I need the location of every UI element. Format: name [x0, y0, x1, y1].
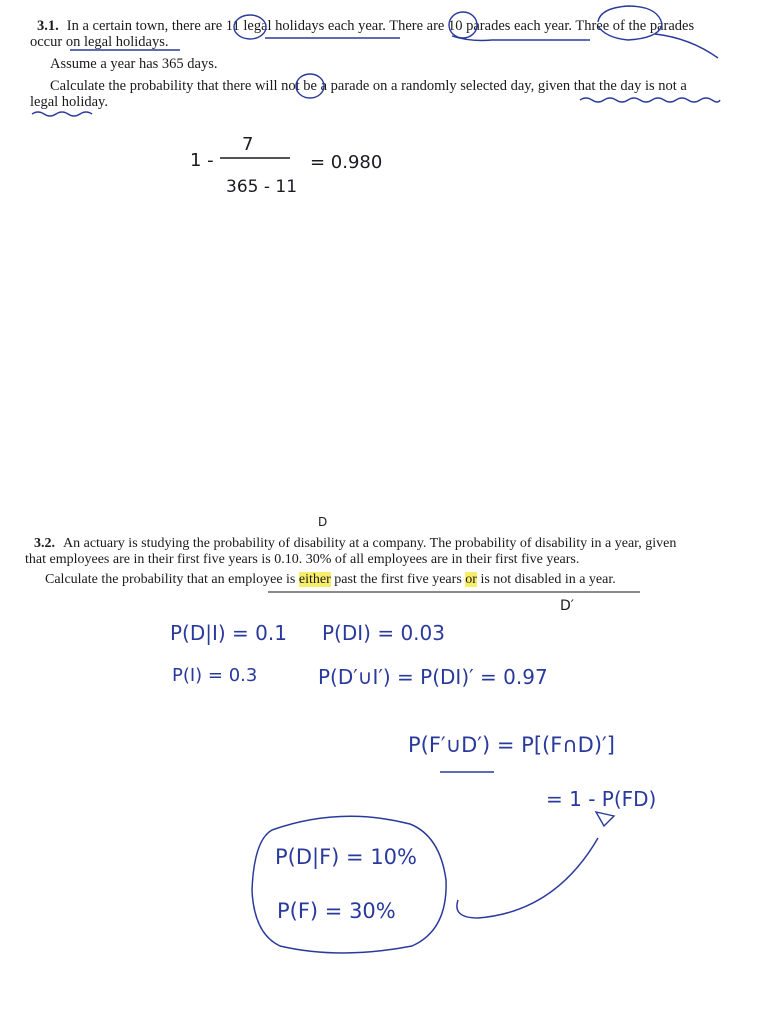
hw-mark-dprime: D′ — [560, 598, 574, 614]
highlight-or: or — [465, 572, 477, 587]
hw-2-eq-5: P(F′∪D′) = P[(F∩D)′] — [408, 733, 615, 757]
hw-1-numerator: 7 — [242, 134, 254, 155]
circle-given — [252, 816, 446, 953]
circle-not — [296, 74, 324, 98]
problem-1-line-3: Assume a year has 365 days. — [50, 56, 218, 72]
hw-mark-d: D — [318, 515, 328, 529]
problem-1-number: 3.1. — [37, 18, 59, 34]
problem-2-number: 3.2. — [34, 536, 55, 551]
highlight-either: either — [298, 572, 331, 587]
problem-2-line-3: Calculate the probability that an employee is either past the first five years or is not disabled in a year. — [45, 572, 616, 587]
circle-11 — [234, 15, 266, 39]
hw-2-eq-4: P(D′∪I′) = P(DI)′ = 0.97 — [318, 665, 548, 689]
arrow-three — [655, 34, 718, 58]
hw-2-eq-2: P(I) = 0.3 — [172, 665, 258, 686]
problem-1-line-5: legal holiday. — [30, 94, 108, 110]
squiggle-legal-holiday — [580, 98, 720, 102]
problem-1-line-4: Calculate the probability that there will not be a parade on a randomly selected day, given that the day is not a — [50, 78, 687, 94]
hw-1-prefix: 1 - — [190, 150, 214, 171]
problem-1-line-2: occur on legal holidays. — [30, 34, 169, 50]
hw-2-eq-1: P(D|I) = 0.1 — [170, 621, 287, 645]
hw-2-eq-6: = 1 - P(FD) — [546, 787, 657, 811]
problem-2-line-2: that employees are in their first five years is 0.10. 30% of all employees are in their first five years. — [25, 552, 580, 567]
problem-2-handwriting — [170, 621, 656, 953]
hw-1-denominator: 365 - 11 — [226, 177, 298, 197]
hw-1-result: = 0.980 — [310, 152, 383, 173]
arrow-curve — [457, 838, 598, 918]
underline-parades — [452, 36, 590, 41]
problem-1-annotations — [32, 6, 720, 116]
hw-2-eq-3: P(DI) = 0.03 — [322, 621, 445, 645]
problem-2-line-1: 3.2. An actuary is studying the probability of disability at a company. The probability of disability in a year, given — [34, 536, 677, 551]
problem-1-handwriting — [190, 134, 382, 197]
arrow-head — [596, 812, 614, 826]
circle-three — [598, 6, 662, 40]
problem-1-line-1: 3.1. In a certain town, there are 11 legal holidays each year. There are 10 parades each year. Three of the parades — [37, 18, 695, 34]
hw-2-circled-2: P(F) = 30% — [277, 899, 396, 923]
circle-are — [449, 12, 477, 38]
hw-2-circled-1: P(D|F) = 10% — [275, 845, 417, 869]
squiggle-holiday-line-5 — [32, 112, 92, 116]
